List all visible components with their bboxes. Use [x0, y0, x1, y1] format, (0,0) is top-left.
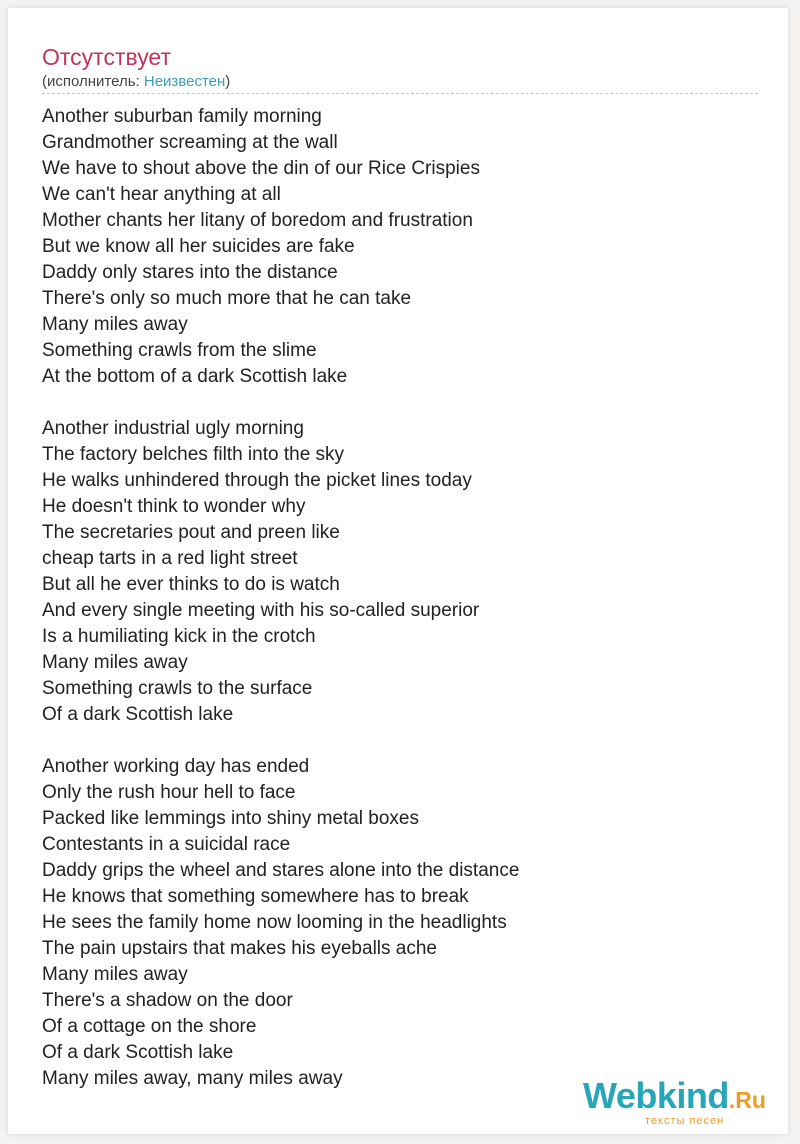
artist-link[interactable]: Неизвестен [143, 73, 226, 90]
logo-name: Webkind [583, 1075, 729, 1116]
lyric-line: Of a dark Scottish lake [42, 704, 234, 725]
lyric-line: We have to shout above the din of our Rice Crispies [42, 158, 480, 179]
lyric-line: He walks unhindered through the picket lines today [42, 470, 472, 491]
lyric-line: He doesn't think to wonder why [42, 496, 306, 517]
lyric-line: Contestants in a suicidal race [42, 834, 291, 855]
lyric-line: There's only so much more that he can take [42, 288, 412, 309]
lyric-line: Only the rush hour hell to face [42, 782, 296, 803]
lyric-line: Many miles away [42, 964, 188, 985]
lyric-line: The secretaries pout and preen like [42, 522, 340, 543]
lyric-line: Daddy only stares into the distance [42, 262, 338, 283]
lyric-line: Daddy grips the wheel and stares alone into the distance [42, 860, 520, 881]
lyric-line: There's a shadow on the door [42, 990, 293, 1011]
lyrics-stanza [42, 416, 742, 728]
lyric-line: But we know all her suicides are fake [42, 236, 355, 257]
lyric-line: At the bottom of a dark Scottish lake [42, 366, 348, 387]
lyric-line: Grandmother screaming at the wall [42, 132, 338, 153]
lyric-line: Many miles away [42, 314, 188, 335]
lyric-line: But all he ever thinks to do is watch [42, 574, 340, 595]
lyric-line: Many miles away, many miles away [42, 1068, 343, 1089]
lyric-line: Another working day has ended [42, 756, 310, 777]
lyrics-stanza [42, 754, 742, 1092]
lyric-line: Is a humiliating kick in the crotch [42, 626, 316, 647]
header-divider [42, 93, 758, 94]
byline-prefix: (исполнитель: [42, 73, 144, 90]
site-logo[interactable] [583, 1075, 766, 1127]
lyric-line: Something crawls to the surface [42, 678, 313, 699]
lyric-line: Another suburban family morning [42, 106, 322, 127]
lyric-line: He sees the family home now looming in the headlights [42, 912, 507, 933]
lyric-line: He knows that something somewhere has to break [42, 886, 469, 907]
lyric-line: The pain upstairs that makes his eyeballs ache [42, 938, 437, 959]
lyric-line: Many miles away [42, 652, 188, 673]
lyric-line: Of a cottage on the shore [42, 1016, 257, 1037]
lyric-line: And every single meeting with his so-called superior [42, 600, 480, 621]
logo-tld: .Ru [728, 1087, 766, 1113]
lyric-line: Mother chants her litany of boredom and frustration [42, 210, 473, 231]
lyric-line: Something crawls from the slime [42, 340, 317, 361]
logo-tagline: тексты песен [645, 1115, 725, 1127]
lyric-line: cheap tarts in a red light street [42, 548, 298, 569]
lyric-line: Of a dark Scottish lake [42, 1042, 234, 1063]
byline-suffix: ) [225, 73, 231, 90]
lyric-line: The factory belches filth into the sky [42, 444, 345, 465]
lyric-line: Packed like lemmings into shiny metal boxes [42, 808, 420, 829]
lyric-line: Another industrial ugly morning [42, 418, 304, 439]
lyric-line: We can't hear anything at all [42, 184, 281, 205]
artist-byline [42, 73, 230, 91]
lyrics-stanza [42, 104, 742, 390]
song-title: Отсутствует [42, 44, 171, 70]
lyrics-body [42, 104, 742, 1118]
